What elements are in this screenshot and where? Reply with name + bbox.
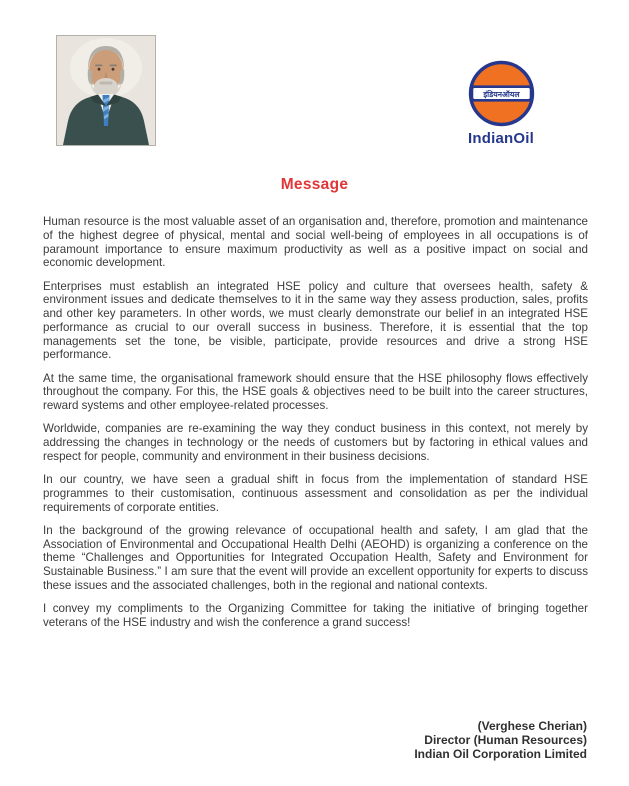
signature-company: Indian Oil Corporation Limited (414, 746, 587, 761)
message-paragraph-4: Worldwide, companies are re-examining the way they conduct business in this context, not merely by addressing the changes in technology or the needs of customers but by factoring in ethical values and respect for people, community and environment in their business decisions. (43, 422, 588, 463)
message-paragraph-6: In the background of the growing relevance of occupational health and safety, I am glad that the Association of Environmental and Occupational Health Delhi (AEOHD) is organizing a conference on the theme “Challenges and Opportunities for Integrated Occupation Health, Safety and Environment for Sustainable Business.” I am sure that the event will provide an excellent opportunity for experts to discuss these issues and the associated challenges, both in the regional and national contexts. (43, 523, 588, 592)
message-paragraph-3: At the same time, the organisational framework should ensure that the HSE philosophy flows effectively throughout the company. For this, the HSE goals & objectives need to be built into the career structures, reward systems and other employee-related processes. (43, 371, 588, 412)
logo-wordmark: IndianOil (468, 130, 534, 147)
indianoil-emblem-icon (468, 60, 535, 127)
portrait-illustration (57, 36, 155, 145)
page-title: Message (280, 176, 349, 193)
indianoil-logo (452, 60, 550, 147)
portrait-photo (56, 35, 156, 146)
message-body (43, 215, 588, 639)
message-paragraph-2: Enterprises must establish an integrated HSE policy and culture that oversees health, safety & environment issues and dedicate themselves to it in the same way they assess production, sales, profits and other key parameters. In other words, we must clearly demonstrate our belief in an integrated HSE performance as crucial to our overall success in business. Therefore, it is essential that the top managements set the tone, be visible, participate, provide resources and drive a strong HSE performance. (43, 279, 588, 362)
signature-block (414, 720, 587, 761)
message-paragraph-1: Human resource is the most valuable asset of an organisation and, therefore, promotion and maintenance of the highest degree of physical, mental and social well-being of employees in all occupations is of paramount importance to ensure maximum productivity as well as a positive impact on social and economic development. (43, 215, 588, 270)
message-paragraph-5: In our country, we have seen a gradual shift in focus from the implementation of standard HSE programmes to their customisation, continuous assessment and consolidation as per the individual requirements of corporate entities. (43, 473, 588, 514)
signature-title: Director (Human Resources) (424, 732, 587, 747)
logo-devanagari-text: इंडियनऑयल (482, 89, 520, 99)
signature-name: (Verghese Cherian) (477, 719, 587, 733)
message-paragraph-7: I convey my compliments to the Organizing Committee for taking the initiative of bringing together veterans of the HSE industry and wish the conference a grand success! (43, 602, 588, 629)
